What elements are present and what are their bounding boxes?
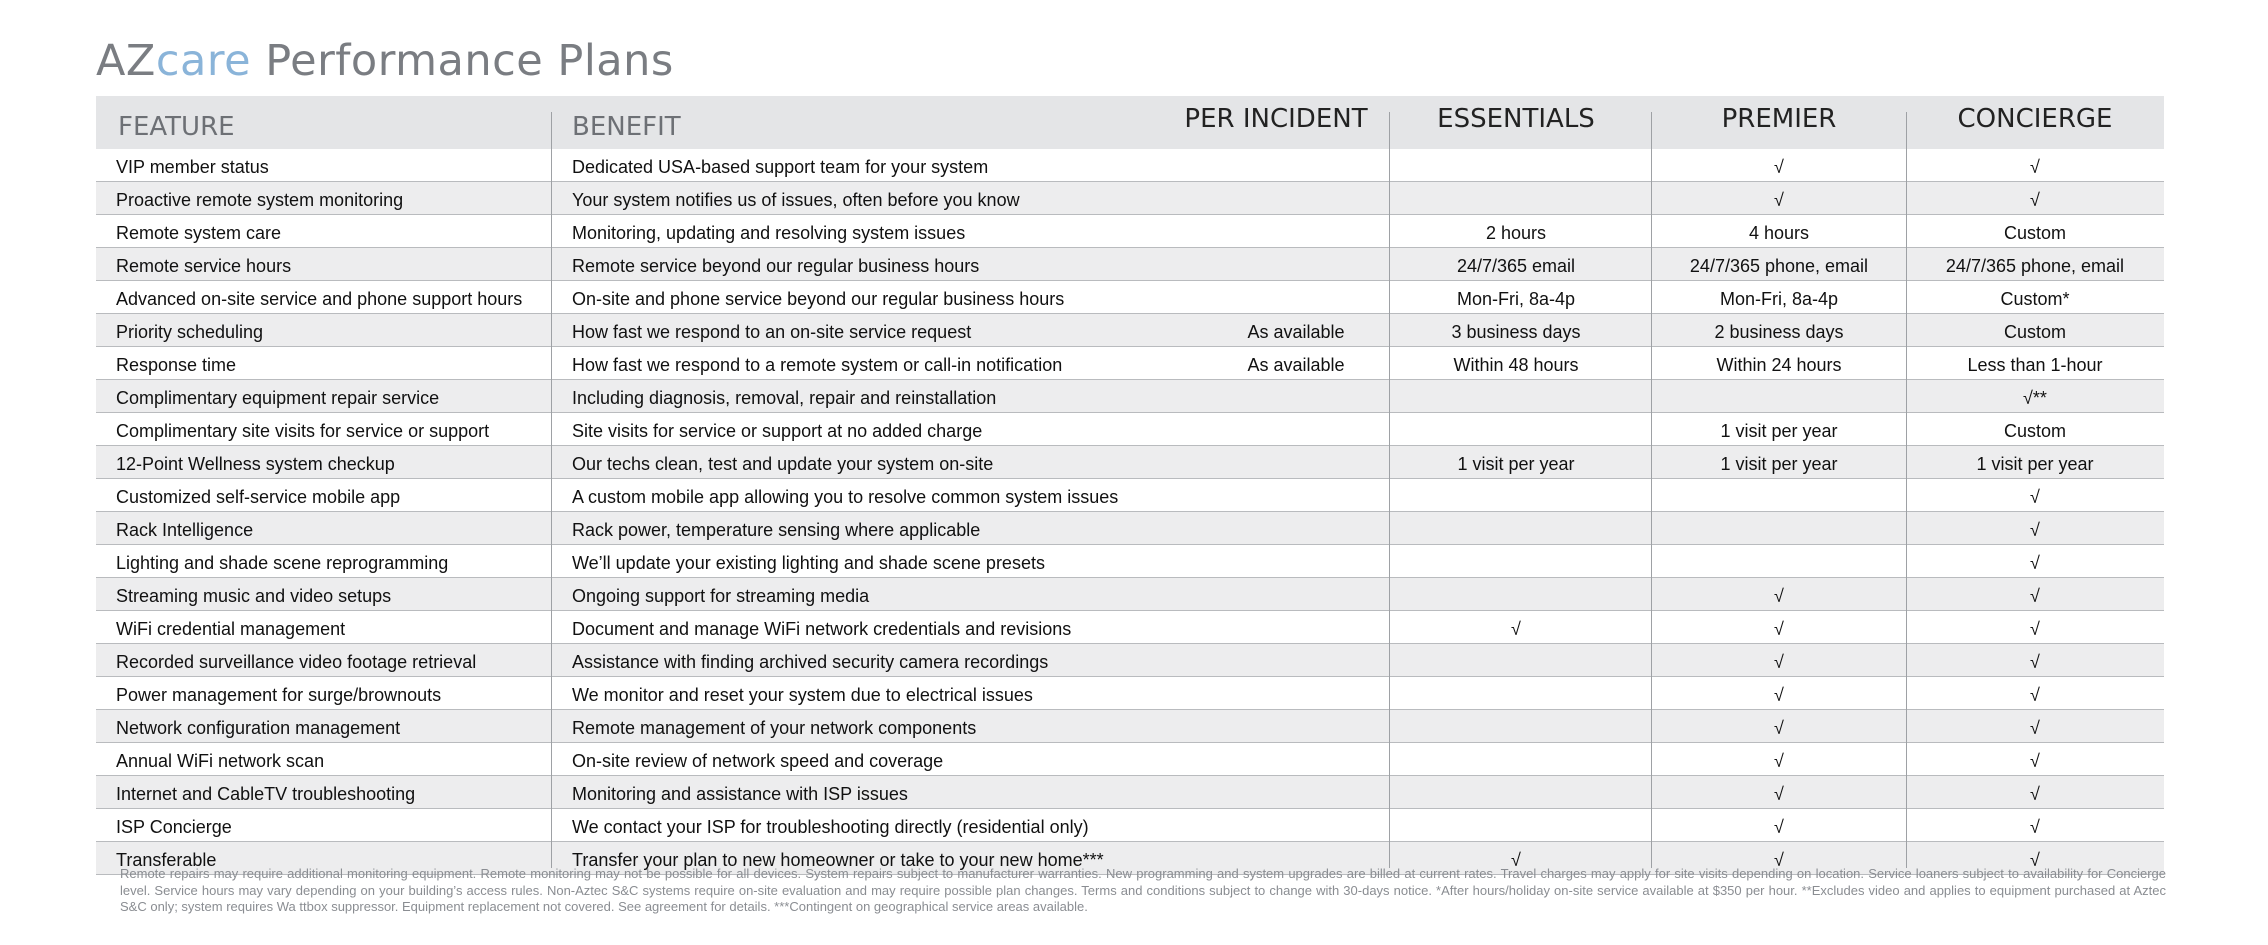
benefit-cell: Monitoring and assistance with ISP issues [572,784,908,804]
benefit-cell: How fast we respond to a remote system or call-in notification [572,355,1063,375]
concierge-cell: √ [2030,619,2040,639]
per-incident-cell: As available [1247,322,1345,342]
benefit-cell: Document and manage WiFi network credentials and revisions [572,619,1072,639]
benefit-cell: Ongoing support for streaming media [572,586,870,606]
concierge-cell: 24/7/365 phone, email [1945,256,2125,276]
concierge-cell: √ [2030,784,2040,804]
table-row [96,578,2164,611]
table-row [96,380,2164,413]
table-row [96,479,2164,512]
divider-per-incident-essentials [1389,112,1390,868]
table-row [96,710,2164,743]
header-premier: PREMIER [1721,104,1837,134]
concierge-cell: √ [2030,586,2040,606]
benefit-cell: Monitoring, updating and resolving system issues [572,223,966,243]
page-title [96,36,674,86]
feature-cell: Customized self-service mobile app [116,487,401,507]
premier-cell: √ [1774,685,1784,705]
feature-cell: 12-Point Wellness system checkup [116,454,395,474]
feature-cell: Transferable [116,850,217,870]
premier-cell: √ [1774,751,1784,771]
concierge-cell: √ [2030,190,2040,210]
feature-cell: WiFi credential management [116,619,346,639]
concierge-cell: √** [2023,388,2047,408]
table-row [96,149,2164,182]
benefit-cell: Rack power, temperature sensing where applicable [572,520,981,540]
feature-cell: VIP member status [116,157,269,177]
feature-cell: Advanced on-site service and phone support hours [116,289,523,309]
essentials-cell: 1 visit per year [1457,454,1575,474]
essentials-cell: Mon-Fri, 8a-4p [1456,289,1576,309]
header-per-incident: PER INCIDENT [1184,104,1368,134]
concierge-cell: √ [2030,751,2040,771]
feature-cell: ISP Concierge [116,817,232,837]
benefit-cell: On-site review of network speed and coverage [572,751,944,771]
table-row [96,545,2164,578]
premier-cell: √ [1774,850,1784,870]
table-row [96,248,2164,281]
feature-cell: Network configuration management [116,718,401,738]
concierge-cell: Custom [2003,421,2066,441]
header-benefit: BENEFIT [572,112,681,142]
table-row [96,215,2164,248]
benefit-cell: Your system notifies us of issues, often before you know [572,190,1020,210]
benefit-cell: Remote management of your network components [572,718,977,738]
concierge-cell: √ [2030,685,2040,705]
benefit-cell: Assistance with finding archived security camera recordings [572,652,1049,672]
concierge-cell: √ [2030,520,2040,540]
table-row [96,611,2164,644]
benefit-cell: How fast we respond to an on-site service request [572,322,972,342]
per-incident-cell: As available [1247,355,1345,375]
header-concierge: CONCIERGE [1957,104,2113,134]
table-body [96,149,2164,875]
table-row [96,413,2164,446]
footnote: Remote repairs may require additional monitoring equipment. Remote monitoring may not be possible for all devices. System repairs subject to manufacturer warranties. New programming and system upgrades are billed at current rates. Travel charges may apply for site visits depending on location. Service loaners subject to availability for Concierge level. Service hours may vary depending on your building’s access rules. Non-Aztec S&C systems require on-site evaluation and may require possible plan changes. Terms and conditions subject to change with 30-days notice. *After hours/holiday on-site service available at $350 per hour. **Excludes video and applies to equipment purchased at Aztec S&C only; system requires Wa ttbox suppressor. Equipment replacement not covered. See agreement for details. ***Contingent on geographical service areas available. [120,866,2166,914]
table-row [96,446,2164,479]
table-row [96,743,2164,776]
concierge-cell: √ [2030,553,2040,573]
benefit-cell: Dedicated USA-based support team for your system [572,157,989,177]
divider-essentials-premier [1651,112,1652,868]
table-row [96,182,2164,215]
essentials-cell: √ [1511,619,1521,639]
table-row [96,281,2164,314]
feature-cell: Remote service hours [116,256,292,276]
title-accent: care [155,36,252,86]
concierge-cell: √ [2030,850,2040,870]
concierge-cell: Less than 1-hour [1967,355,2103,375]
essentials-cell: Within 48 hours [1453,355,1579,375]
premier-cell: Mon-Fri, 8a-4p [1719,289,1839,309]
table-header [96,96,2164,149]
benefit-cell: Site visits for service or support at no added charge [572,421,983,441]
premier-cell: 1 visit per year [1720,454,1838,474]
table-row [96,677,2164,710]
premier-cell: 1 visit per year [1720,421,1838,441]
divider-feature-benefit [551,112,552,868]
feature-cell: Rack Intelligence [116,520,254,540]
feature-cell: Internet and CableTV troubleshooting [116,784,416,804]
premier-cell: √ [1774,586,1784,606]
premier-cell: 4 hours [1748,223,1810,243]
premier-cell: Within 24 hours [1716,355,1842,375]
benefit-cell: A custom mobile app allowing you to resolve common system issues [572,487,1119,507]
title-rest: Performance Plans [251,36,674,86]
essentials-cell: √ [1511,850,1521,870]
premier-cell: √ [1774,619,1784,639]
header-essentials: ESSENTIALS [1437,104,1595,134]
premier-cell: √ [1774,817,1784,837]
plans-table [96,96,2164,875]
table-row [96,314,2164,347]
concierge-cell: 1 visit per year [1976,454,2094,474]
benefit-cell: On-site and phone service beyond our regular business hours [572,289,1065,309]
feature-cell: Remote system care [116,223,282,243]
feature-cell: Recorded surveillance video footage retrieval [116,652,477,672]
concierge-cell: √ [2030,652,2040,672]
feature-cell: Complimentary equipment repair service [116,388,440,408]
concierge-cell: Custom* [2000,289,2070,309]
feature-cell: Response time [116,355,237,375]
benefit-cell: Including diagnosis, removal, repair and reinstallation [572,388,997,408]
title-prefix: AZ [96,36,156,86]
feature-cell: Annual WiFi network scan [116,751,325,771]
benefit-cell: Remote service beyond our regular business hours [572,256,980,276]
premier-cell: 2 business days [1714,322,1844,342]
premier-cell: √ [1774,784,1784,804]
essentials-cell: 2 hours [1485,223,1547,243]
premier-cell: √ [1774,190,1784,210]
divider-premier-concierge [1906,112,1907,868]
benefit-cell: We monitor and reset your system due to electrical issues [572,685,1033,705]
premier-cell: √ [1774,652,1784,672]
essentials-cell: 3 business days [1451,322,1581,342]
feature-cell: Power management for surge/brownouts [116,685,442,705]
premier-cell: √ [1774,157,1784,177]
feature-cell: Proactive remote system monitoring [116,190,404,210]
concierge-cell: √ [2030,157,2040,177]
benefit-cell: We’ll update your existing lighting and shade scene presets [572,553,1045,573]
essentials-cell: 24/7/365 email [1456,256,1576,276]
feature-cell: Streaming music and video setups [116,586,392,606]
header-feature: FEATURE [118,112,235,142]
feature-cell: Lighting and shade scene reprogramming [116,553,449,573]
table-row [96,809,2164,842]
concierge-cell: Custom [2003,322,2066,342]
table-row [96,776,2164,809]
concierge-cell: √ [2030,718,2040,738]
benefit-cell: Our techs clean, test and update your system on-site [572,454,994,474]
concierge-cell: Custom [2003,223,2066,243]
table-row [96,347,2164,380]
feature-cell: Complimentary site visits for service or support [116,421,490,441]
premier-cell: √ [1774,718,1784,738]
benefit-cell: We contact your ISP for troubleshooting directly (residential only) [572,817,1089,837]
table-row [96,512,2164,545]
table-row [96,644,2164,677]
feature-cell: Priority scheduling [116,322,264,342]
benefit-cell: Transfer your plan to new homeowner or take to your new home*** [572,850,1104,870]
premier-cell: 24/7/365 phone, email [1689,256,1869,276]
concierge-cell: √ [2030,487,2040,507]
concierge-cell: √ [2030,817,2040,837]
